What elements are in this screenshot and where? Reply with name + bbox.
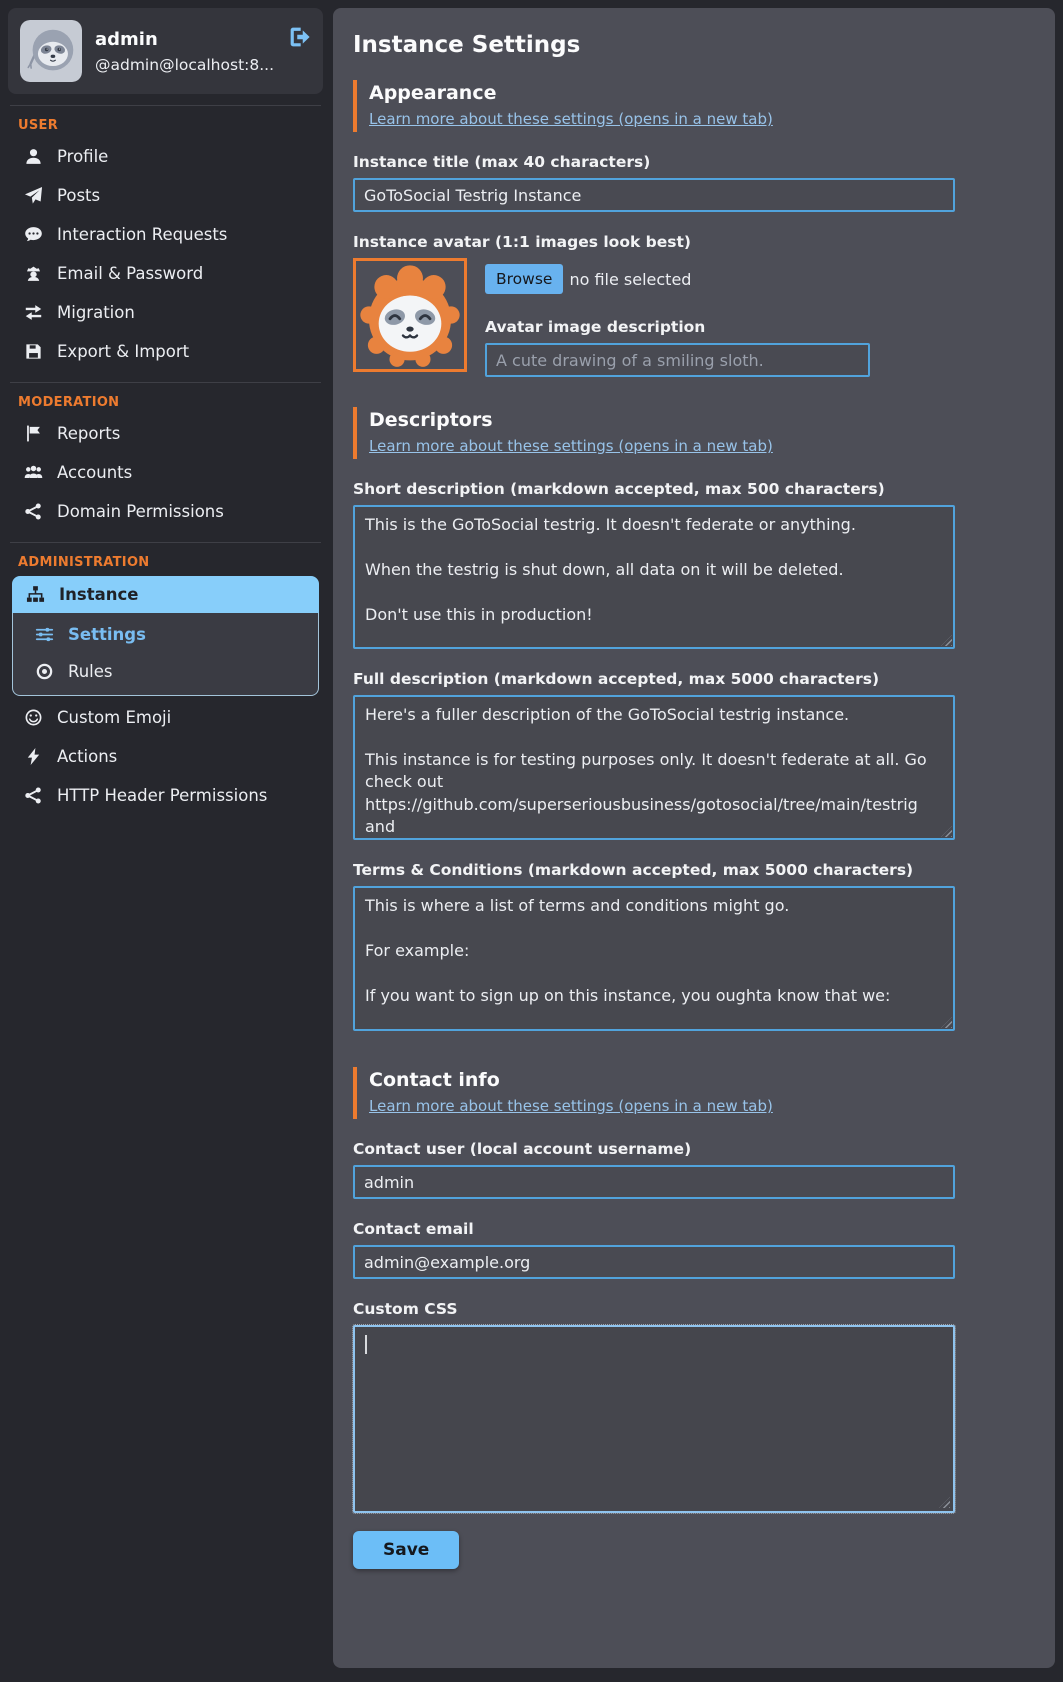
avatar-description-label: Avatar image description (485, 318, 706, 336)
appearance-heading: Appearance (369, 82, 497, 104)
sidebar-item-actions[interactable] (8, 737, 323, 776)
terms-wrap (353, 886, 955, 1031)
circle-dot-icon (35, 662, 54, 681)
short-description-textarea[interactable] (353, 505, 955, 649)
sidebar-item-label: Instance (59, 585, 139, 604)
comment-icon (24, 225, 43, 244)
contact-heading: Contact info (369, 1069, 500, 1091)
sidebar-item-label: Reports (57, 424, 121, 443)
paper-plane-icon (24, 186, 43, 205)
sloth-avatar-image (20, 20, 82, 82)
instance-settings-form (353, 80, 955, 1569)
full-description-wrap (353, 695, 955, 840)
terms-label: Terms & Conditions (markdown accepted, max 5000 characters) (353, 861, 914, 879)
contact-learn-more-link[interactable]: Learn more about these settings (opens in a new tab) (369, 1097, 773, 1115)
sidebar (8, 8, 323, 815)
instance-settings-panel (333, 8, 1055, 1668)
divider (10, 542, 321, 543)
resize-grip-icon[interactable] (939, 1497, 950, 1508)
instance-title-input[interactable] (353, 178, 955, 212)
sidebar-item-label: Rules (68, 662, 113, 681)
sloth-mascot-image (356, 261, 464, 369)
sliders-icon (35, 625, 54, 644)
sidebar-item-label: HTTP Header Permissions (57, 786, 268, 805)
sidebar-item-label: Interaction Requests (57, 225, 228, 244)
contact-section-header (353, 1067, 955, 1119)
user-secret-icon (24, 264, 43, 283)
short-description-wrap (353, 505, 955, 649)
instance-avatar-row (353, 258, 955, 377)
smiley-icon (24, 708, 43, 727)
full-description-label: Full description (markdown accepted, max 5000 characters) (353, 670, 880, 688)
sidebar-item-domain-permissions[interactable] (8, 492, 323, 531)
file-picker-row (485, 264, 870, 294)
users-icon (24, 463, 43, 482)
sidebar-item-migration[interactable] (8, 293, 323, 332)
save-button[interactable]: Save (353, 1531, 459, 1569)
contact-user-label: Contact user (local account username) (353, 1140, 692, 1158)
sidebar-item-email-password[interactable] (8, 254, 323, 293)
instance-nav-group (12, 576, 319, 696)
user-name: admin (95, 28, 158, 50)
sidebar-section-moderation: MODERATION (18, 395, 120, 410)
user-handle: @admin@localhost:8... (95, 55, 275, 74)
sidebar-item-label: Migration (57, 303, 135, 322)
sidebar-item-label: Accounts (57, 463, 133, 482)
sidebar-item-label: Email & Password (57, 264, 204, 283)
instance-avatar-preview (353, 258, 467, 372)
sidebar-item-label: Actions (57, 747, 118, 766)
appearance-section-header (353, 80, 955, 132)
sidebar-item-http-header-permissions[interactable] (8, 776, 323, 815)
exchange-arrows-icon (24, 303, 43, 322)
sidebar-item-export-import[interactable] (8, 332, 323, 371)
user-card (8, 8, 323, 94)
sidebar-item-custom-emoji[interactable] (8, 698, 323, 737)
avatar-controls (485, 258, 870, 377)
sidebar-item-label: Settings (68, 625, 146, 644)
short-description-label: Short description (markdown accepted, max 500 characters) (353, 480, 885, 498)
page-title: Instance Settings (353, 32, 581, 58)
custom-css-textarea[interactable] (353, 1325, 955, 1513)
contact-email-input[interactable] (353, 1245, 955, 1279)
divider (10, 382, 321, 383)
user-icon (24, 147, 43, 166)
instance-submenu (12, 613, 319, 696)
flag-icon (24, 424, 43, 443)
browse-button[interactable]: Browse (485, 264, 563, 294)
custom-css-label: Custom CSS (353, 1300, 458, 1318)
instance-title-label: Instance title (max 40 characters) (353, 153, 651, 171)
full-description-textarea[interactable] (353, 695, 955, 840)
contact-user-input[interactable] (353, 1165, 955, 1199)
sidebar-item-label: Export & Import (57, 342, 190, 361)
user-meta (95, 29, 276, 74)
sidebar-section-user: USER (18, 118, 59, 133)
terms-textarea[interactable] (353, 886, 955, 1031)
sidebar-item-accounts[interactable] (8, 453, 323, 492)
appearance-learn-more-link[interactable]: Learn more about these settings (opens in a new tab) (369, 110, 773, 128)
sidebar-item-instance[interactable] (12, 576, 319, 613)
avatar-description-input[interactable] (485, 343, 870, 377)
sidebar-item-interaction-requests[interactable] (8, 215, 323, 254)
floppy-disk-icon (24, 342, 43, 361)
administration-nav (8, 698, 323, 815)
file-status-text: no file selected (569, 269, 692, 289)
user-nav (8, 137, 323, 371)
sidebar-item-settings[interactable] (13, 616, 318, 653)
sidebar-item-label: Custom Emoji (57, 708, 172, 727)
share-nodes-icon (24, 502, 43, 521)
sitemap-icon (26, 585, 45, 604)
user-avatar (20, 20, 82, 82)
instance-avatar-label: Instance avatar (1:1 images look best) (353, 233, 692, 251)
network-nodes-icon (24, 786, 43, 805)
descriptors-section-header (353, 407, 955, 459)
sidebar-item-profile[interactable] (8, 137, 323, 176)
moderation-nav (8, 414, 323, 531)
sidebar-item-label: Profile (57, 147, 109, 166)
sidebar-item-label: Posts (57, 186, 101, 205)
sidebar-item-reports[interactable] (8, 414, 323, 453)
descriptors-learn-more-link[interactable]: Learn more about these settings (opens in a new tab) (369, 437, 773, 455)
descriptors-heading: Descriptors (369, 409, 493, 431)
sidebar-section-administration: ADMINISTRATION (18, 555, 150, 570)
divider (10, 105, 321, 106)
sidebar-item-rules[interactable] (13, 653, 318, 690)
text-caret (365, 1335, 367, 1354)
contact-email-label: Contact email (353, 1220, 474, 1238)
sidebar-item-label: Domain Permissions (57, 502, 224, 521)
sidebar-item-posts[interactable] (8, 176, 323, 215)
sign-out-icon[interactable] (289, 26, 311, 48)
bolt-icon (24, 747, 43, 766)
